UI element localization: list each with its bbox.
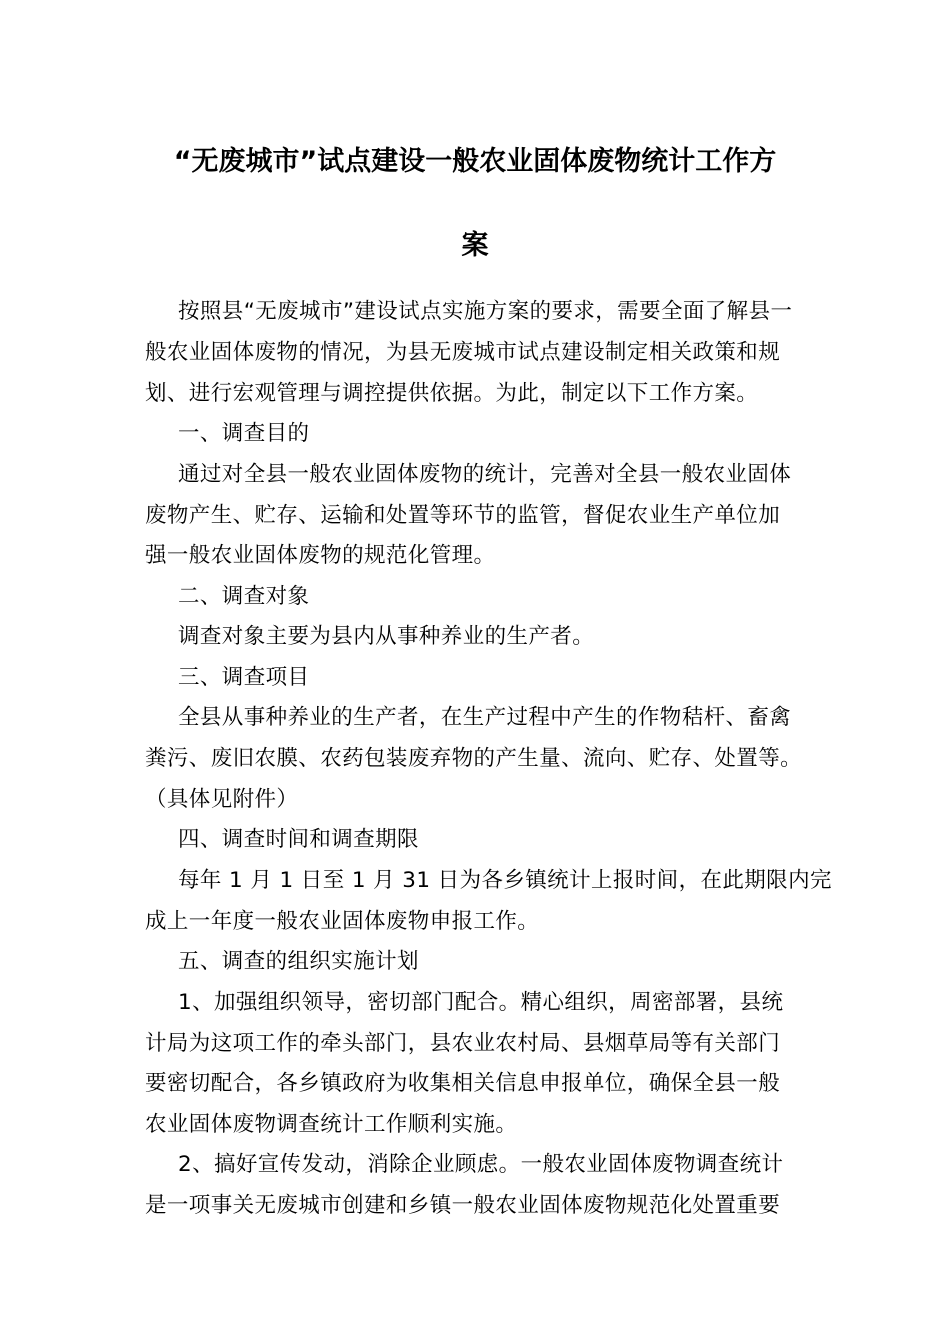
section-5-item-1-line: 农业固体废物调查统计工作顺利实施。 (145, 1112, 518, 1137)
section-1-paragraph-line: 强一般农业固体废物的规范化管理。 (145, 543, 496, 568)
section-4-heading: 四、调查时间和调查期限 (178, 827, 419, 852)
section-1-paragraph-line: 废物产生、贮存、运输和处置等环节的监管，督促农业生产单位加 (145, 503, 781, 528)
section-2-heading: 二、调查对象 (178, 584, 310, 609)
intro-paragraph-line: 按照县“无废城市”建设试点实施方案的要求，需要全面了解县一 (178, 299, 793, 324)
section-3-paragraph-line: （具体见附件） (145, 787, 299, 812)
section-2-paragraph-line: 调查对象主要为县内从事种养业的生产者。 (178, 624, 595, 649)
document-title-line-1: “无废城市”试点建设一般农业固体废物统计工作方 (173, 146, 777, 177)
intro-paragraph-line: 划、进行宏观管理与调控提供依据。为此，制定以下工作方案。 (145, 381, 759, 406)
section-5-item-2-line: 2、搞好宣传发动，消除企业顾虑。一般农业固体废物调查统计 (178, 1152, 784, 1177)
section-4-paragraph-line: 每年 1 月 1 日至 1 月 31 日为各乡镇统计上报时间，在此期限内完 (178, 868, 832, 893)
section-5-item-2-line: 是一项事关无废城市创建和乡镇一般农业固体废物规范化处置重要 (145, 1193, 781, 1218)
section-3-paragraph-line: 全县从事种养业的生产者，在生产过程中产生的作物秸杆、畜禽 (178, 705, 792, 730)
document-title-line-2: 案 (461, 230, 489, 261)
section-5-item-1-line: 1、加强组织领导，密切部门配合。精心组织，周密部署，县统 (178, 990, 784, 1015)
section-4-paragraph-line: 成上一年度一般农业固体废物申报工作。 (145, 909, 540, 934)
section-3-heading: 三、调查项目 (178, 665, 310, 690)
section-1-heading: 一、调查目的 (178, 421, 310, 446)
section-5-item-1-line: 要密切配合，各乡镇政府为收集相关信息申报单位，确保全县一般 (145, 1071, 781, 1096)
section-1-paragraph-line: 通过对全县一般农业固体废物的统计，完善对全县一般农业固体 (178, 462, 792, 487)
section-5-heading: 五、调查的组织实施计划 (178, 949, 419, 974)
intro-paragraph-line: 般农业固体废物的情况，为县无废城市试点建设制定相关政策和规 (145, 340, 781, 365)
section-3-paragraph-line: 粪污、废旧农膜、农药包装废弃物的产生量、流向、贮存、处置等。 (145, 746, 803, 771)
section-5-item-1-line: 计局为这项工作的牵头部门，县农业农村局、县烟草局等有关部门 (145, 1031, 781, 1056)
